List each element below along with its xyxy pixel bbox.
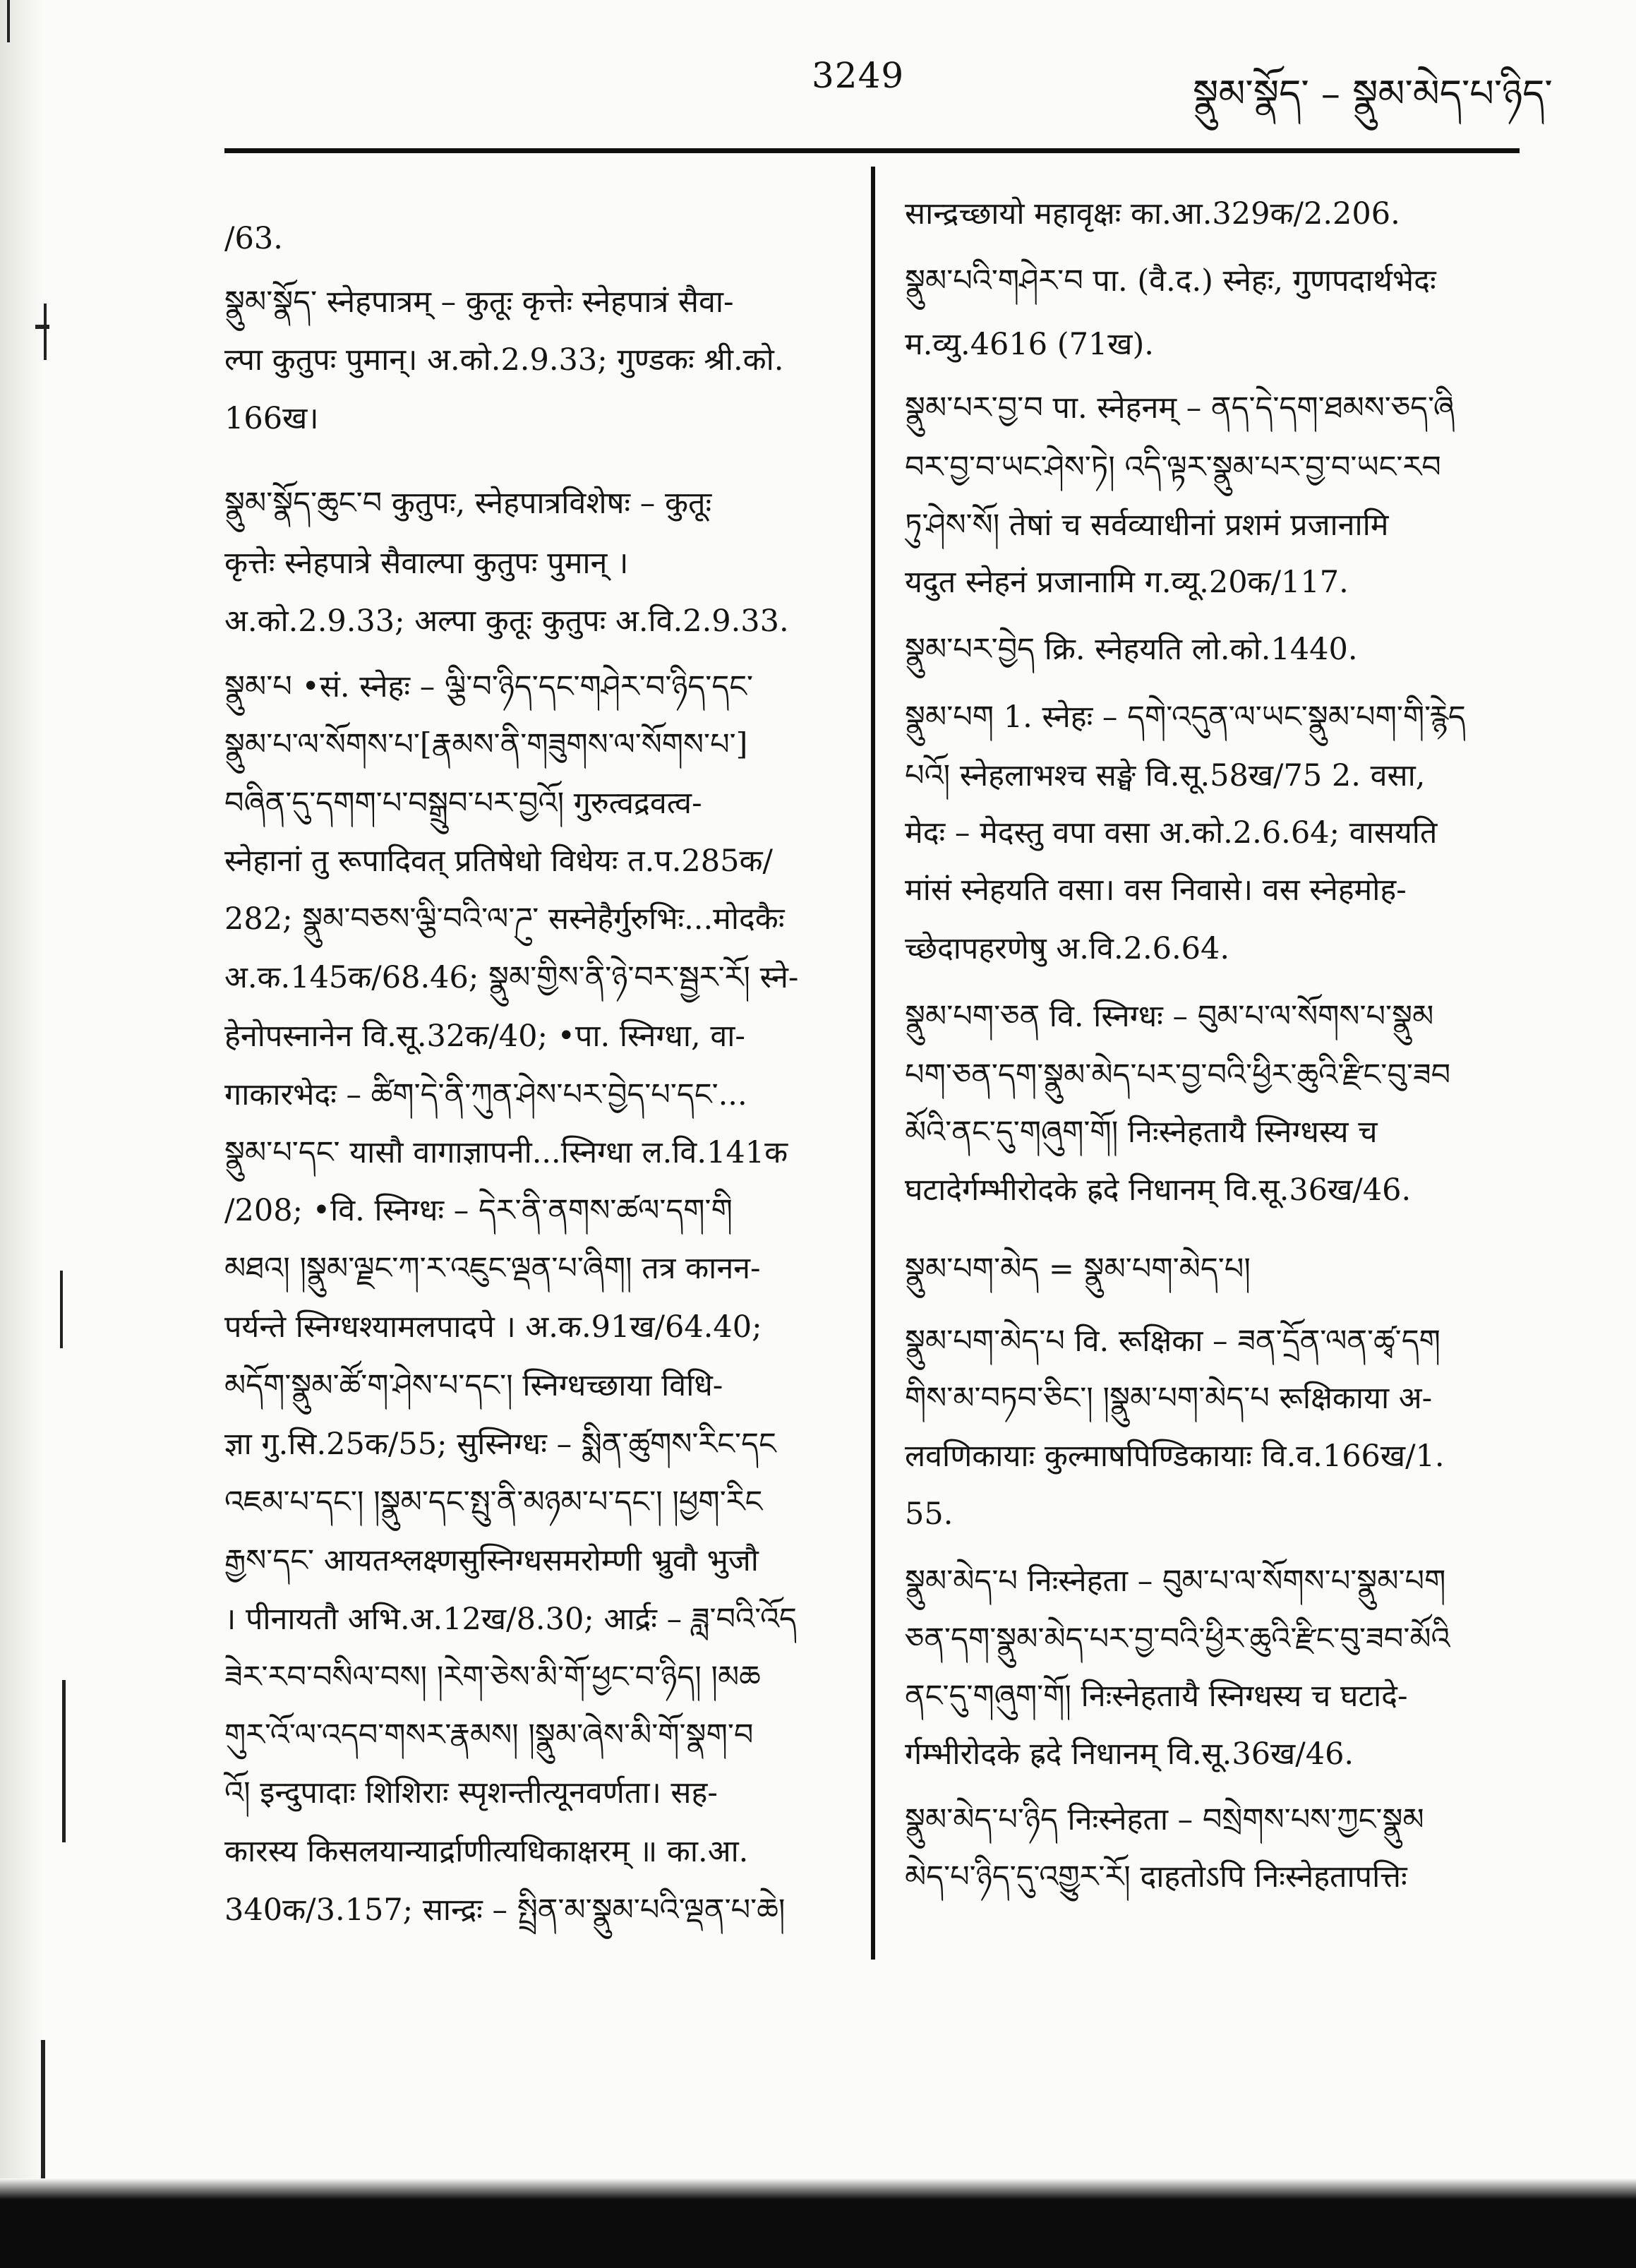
text-line: སྣུམ་པ •सं. स्नेहः – ལྕི་བ་ཉིད་དང་གཤེར་བ་ཉིད་དང་ bbox=[224, 669, 754, 704]
text-line: སྣུམ་སྣོད་ཆུང་བ कुतुपः, स्नेहपात्रविशेषः – कुतूः bbox=[224, 486, 712, 521]
text-line: སྣུམ་པར་བྱེད क्रि. स्नेहयति लो.को.1440. bbox=[905, 632, 1358, 667]
text-line: གིས་མ་བཏབ་ཅིང་། །སྣུམ་པག་མེད་པ रूक्षिकाया अ- bbox=[905, 1381, 1433, 1416]
text-line: འཇམ་པ་དང་། །སྣུམ་དང་སྤུ་ནི་མཉམ་པ་དང་། །ཕྱག་རིང bbox=[224, 1484, 763, 1520]
text-line: म.व्यु.4616 (71ख). bbox=[905, 327, 1154, 362]
text-line: སྣུམ་པག་ཅན वि. स्निग्धः – བུམ་པ་ལ་སོགས་པ་སྣུམ bbox=[905, 999, 1434, 1034]
text-line: ज्ञा गु.सि.25क/55; सुस्निग्धः – སྨིན་ཚུགས་རིང་དང bbox=[224, 1427, 776, 1462]
text-line: ནང་དུ་གཞུག་གོ། निःस्नेहतायै स्निग्धस्य च घटादे- bbox=[905, 1679, 1408, 1714]
text-line: རྒྱས་དང་ आयतश्लक्ष्णसुस्निग्धसमरोम्णी भ्रुवौ भुजौ bbox=[224, 1543, 759, 1578]
text-line: མོའི་ནང་དུ་གཞུག་གོ། निःस्नेहतायै स्निग्धस्य च bbox=[905, 1115, 1378, 1150]
scan-bottom-edge bbox=[0, 2194, 1636, 2268]
text-line: སྣུམ་མེད་པ निःस्नेहता – བུམ་པ་ལ་སོགས་པ་སྣུམ་པག bbox=[905, 1564, 1446, 1599]
text-line: སྣུམ་པར་བྱ་བ पा. स्नेहनम् – ནད་དེ་དག་ཐམས་ཅད་ཞི bbox=[905, 390, 1455, 426]
text-line: སྣུམ་སྣོད་ स्नेहपात्रम् – कुतूः कृत्तेः स्नेहपात्रं सैवा- bbox=[224, 284, 734, 320]
text-line: བར་བྱ་བ་ཡང་ཤེས་ཏེ། འདི་ལྟར་སྣུམ་པར་བྱ་བ་ཡང་རབ bbox=[905, 450, 1441, 485]
binding-edge bbox=[0, 0, 45, 2268]
text-line: པའོ། स्नेहलाभश्च सङ्घे वि.सू.58ख/75 2. वसा, bbox=[905, 758, 1426, 793]
margin-tick bbox=[62, 1680, 66, 1842]
text-line: སྣུམ་པག 1. स्नेहः – དགེ་འདུན་ལ་ཡང་སྣུམ་པག་གི་རྙེད bbox=[905, 700, 1466, 735]
text-line: 55. bbox=[905, 1496, 954, 1532]
margin-tick bbox=[35, 325, 49, 329]
text-line: हेनोपस्नानेन वि.सू.32क/40; •पा. स्निग्धा, वा- bbox=[224, 1019, 745, 1054]
text-line: སྣུམ་པག་མེད་པ वि. रूक्षिका – ཟན་དྲོན་ལན་ཚྭ་དག bbox=[905, 1324, 1440, 1359]
margin-tick bbox=[7, 0, 10, 42]
text-line: 166ख। bbox=[224, 401, 319, 436]
text-line: अ.को.2.9.33; अल्पा कुतूः कुतुपः अ.वि.2.9.33. bbox=[224, 604, 789, 639]
margin-tick bbox=[60, 1271, 63, 1348]
text-line: སྣུམ་མེད་པ་ཉིད निःस्नेहता – བསྲེགས་པས་ཀྱང་སྣུམ bbox=[905, 1802, 1424, 1837]
text-line: གུར་འོ་ལ་འདབ་གསར་རྣམས། །སྣུམ་ཞེས་མི་གོ་སྣག་བ bbox=[224, 1717, 754, 1753]
text-line: སྣུམ་པ་དང་ यासौ वागाज्ञापनी...स्निग्धा ल.वि.141क bbox=[224, 1135, 788, 1170]
text-line: /208; •वि. स्निग्धः – དེར་ནི་ནགས་ཚལ་དག་གི bbox=[224, 1193, 733, 1228]
text-line: 282; སྣུམ་བཅས་ལྕི་བའི་ལ་ཌུ་ सस्नेहैर्गुरुभिः...मोदकैः bbox=[224, 901, 785, 937]
text-line: སྣུམ་པག་མེད = སྣུམ་པག་མེད་པ། bbox=[905, 1252, 1251, 1287]
text-line: लवणिकायाः कुल्माषपिण्डिकायाः वि.व.166ख/1. bbox=[905, 1439, 1445, 1474]
text-line: ཅན་དག་སྣུམ་མེད་པར་བྱ་བའི་ཕྱིར་ཆུའི་རྫིང་བུ་ཟབ་མོའི bbox=[905, 1621, 1450, 1657]
text-line: र्गम्भीरोदके ह्रदे निधानम् वि.सू.36ख/46. bbox=[905, 1736, 1354, 1772]
text-line: घटादेर्गम्भीरोदके ह्रदे निधानम् वि.सू.36ख/46. bbox=[905, 1172, 1412, 1208]
text-line: 340क/3.157; सान्द्रः – སྤྲིན་མ་སྣུམ་པའི་ལྡན་པ་ཆེ། bbox=[224, 1892, 786, 1928]
text-line: མཐའ། །སྣུམ་ལྗང་ཀ་ར་འཇུང་ལྡན་པ་ཞིག། तत्र कानन- bbox=[224, 1251, 761, 1286]
text-line: ल्पा कुतुपः पुमान्। अ.को.2.9.33; गुण्डकः श्री.को. bbox=[224, 342, 784, 378]
text-line: སྣུམ་པ་ལ་སོགས་པ་[རྣམས་ནི་གཟུགས་ལ་སོགས་པ་] bbox=[224, 727, 748, 762]
text-line: मेदः – मेदस्तु वपा वसा अ.को.2.6.64; वासयति bbox=[905, 815, 1438, 851]
text-line: བཞིན་དུ་དགག་པ་བསྒྲུབ་པར་བྱའོ། गुरुत्वद्रवत्व- bbox=[224, 786, 702, 821]
text-line: यदुत स्नेहनं प्रजानामि ग.व्यू.20क/117. bbox=[905, 565, 1349, 600]
text-line: /63. bbox=[224, 221, 283, 256]
column-divider bbox=[871, 167, 875, 1960]
text-line: कारस्य किसलयान्यार्द्राणीत्यधिकाक्षरम् ॥ का.आ. bbox=[224, 1834, 749, 1869]
text-line: མདོག་སྣུམ་ཚོ་ག་ཤེས་པ་དང་། स्निग्धच्छाया विधि- bbox=[224, 1368, 723, 1403]
text-line: कृत्तेः स्नेहपात्रे सैवाल्पा कुतुपः पुमान् । bbox=[224, 546, 629, 581]
text-line: । पीनायतौ अभि.अ.12ख/8.30; आर्द्रः – ཟླ་བའི་འོད bbox=[224, 1602, 797, 1637]
text-line: ཏུ་ཤེས་སོ། तेषां च सर्वव्याधीनां प्रशमं प्रजानामि bbox=[905, 508, 1389, 543]
text-line: च्छेदापहरणेषु अ.वि.2.6.64. bbox=[905, 931, 1230, 966]
text-line: अ.क.145क/68.46; སྣུམ་གྱིས་ནི་ཉེ་བར་སྦྱར་རོ། स्ने- bbox=[224, 960, 799, 995]
text-line: गाकारभेदः – ཚིག་དེ་ནི་ཀུན་ཤེས་པར་བྱེད་པ་དང་... bbox=[224, 1077, 747, 1112]
margin-tick bbox=[44, 304, 47, 360]
text-line: स्नेहानां तु रूपादिवत् प्रतिषेधो विधेयः त.प.285क/ bbox=[224, 844, 773, 879]
text-line: པག་ཅན་དག་སྣུམ་མེད་པར་བྱ་བའི་ཕྱིར་ཆུའི་རྫིང་བུ་ཟབ bbox=[905, 1057, 1451, 1093]
text-line: སྣུམ་པའི་གཤེར་བ पा. (वै.द.) स्नेहः, गुणपदार्थभेदः bbox=[905, 263, 1436, 299]
text-line: पर्यन्ते स्निग्धश्यामलपादपे । अ.क.91ख/64.40; bbox=[224, 1309, 762, 1345]
text-line: མེད་པ་ཉིད་དུ་འགྱུར་རོ། दाहतोऽपि निःस्नेहतापत्तिः bbox=[905, 1859, 1407, 1895]
text-line: मांसं स्नेहयति वसा। वस निवासे। वस स्नेहमोह- bbox=[905, 872, 1407, 908]
text-line: འོ། इन्दुपादाः शिशिराः स्पृशन्तीत्यूनवर्णता। सह- bbox=[224, 1775, 718, 1811]
running-head: སྣུམ་སྣོད་ – སྣུམ་མེད་པ་ཉིད་ bbox=[1193, 71, 1553, 116]
header-rule bbox=[224, 148, 1520, 153]
text-line: ཟེར་རབ་བསིལ་བས། །རེག་ཅེས་མི་གོ་ཕྱང་བ་ཉིད། །མཆ bbox=[224, 1660, 761, 1695]
text-line: सान्द्रच्छायो महावृक्षः का.आ.329क/2.206. bbox=[905, 196, 1400, 232]
page-number: 3249 bbox=[812, 55, 905, 96]
